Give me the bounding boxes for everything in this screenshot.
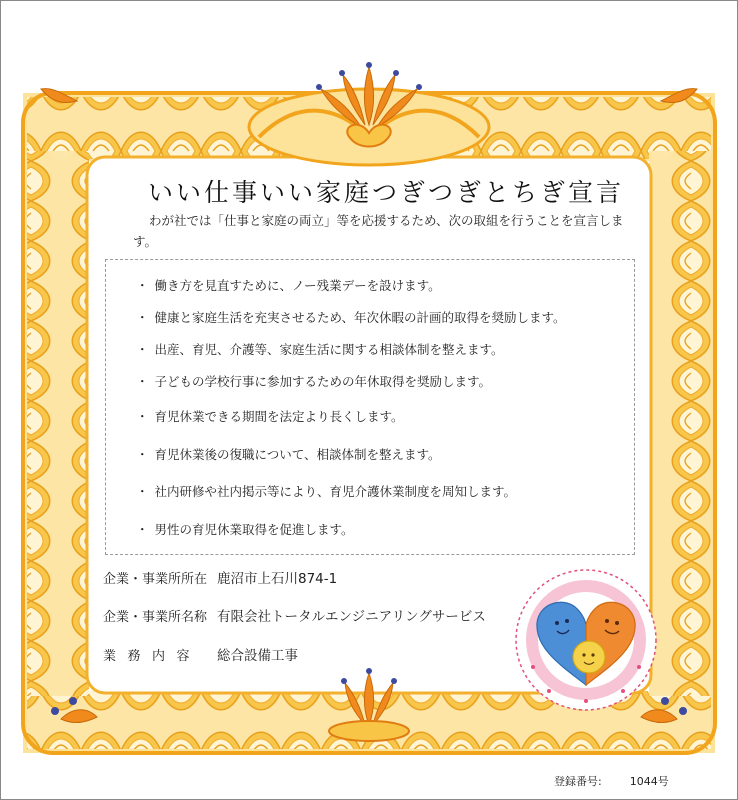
company-business-row: [103, 644, 298, 664]
list-item: ・ 働き方を見直すために、ノー残業デーを設けます。: [136, 276, 626, 294]
list-item: ・ 育児休業後の復職について、相談体制を整えます。: [136, 445, 626, 463]
heart-family-logo: [513, 567, 659, 713]
company-business: 総合設備工事: [217, 648, 298, 664]
company-name-label: 企業・事業所名称: [103, 610, 208, 625]
company-address: 鹿沼市上石川874-1: [217, 571, 338, 587]
company-business-label: 業務内容: [103, 649, 202, 664]
company-address-label: 企業・事業所所在: [103, 572, 208, 587]
company-name: 有限会社トータルエンジニアリングサービス: [217, 609, 486, 625]
list-item: ・ 社内研修や社内掲示等により、育児介護休業制度を周知します。: [136, 482, 626, 500]
company-name-row: [103, 605, 486, 625]
registration-value: 1044号: [629, 775, 669, 788]
list-item: ・ 男性の育児休業取得を促進します。: [136, 520, 626, 538]
fan-crest-icon: [249, 62, 489, 165]
registration-label: 登録番号:: [554, 775, 602, 788]
declaration-intro: わが社では「仕事と家庭の両立」等を応援するため、次の取組を行うことを宣言します。: [133, 213, 624, 249]
registration-number: [554, 773, 669, 789]
list-item: ・ 子どもの学校行事に参加するための年休取得を奨励します。: [136, 372, 626, 390]
list-item: ・ 健康と家庭生活を充実させるため、年次休暇の計画的取得を奨励します。: [136, 308, 626, 326]
company-address-row: [103, 567, 337, 587]
list-item: ・ 育児休業できる期間を法定より長くします。: [136, 407, 626, 425]
declaration-title: いい仕事いい家庭つぎつぎとちぎ宣言: [147, 178, 624, 207]
commitment-list: [105, 259, 635, 555]
list-item: ・ 出産、育児、介護等、家庭生活に関する相談体制を整えます。: [136, 340, 626, 358]
